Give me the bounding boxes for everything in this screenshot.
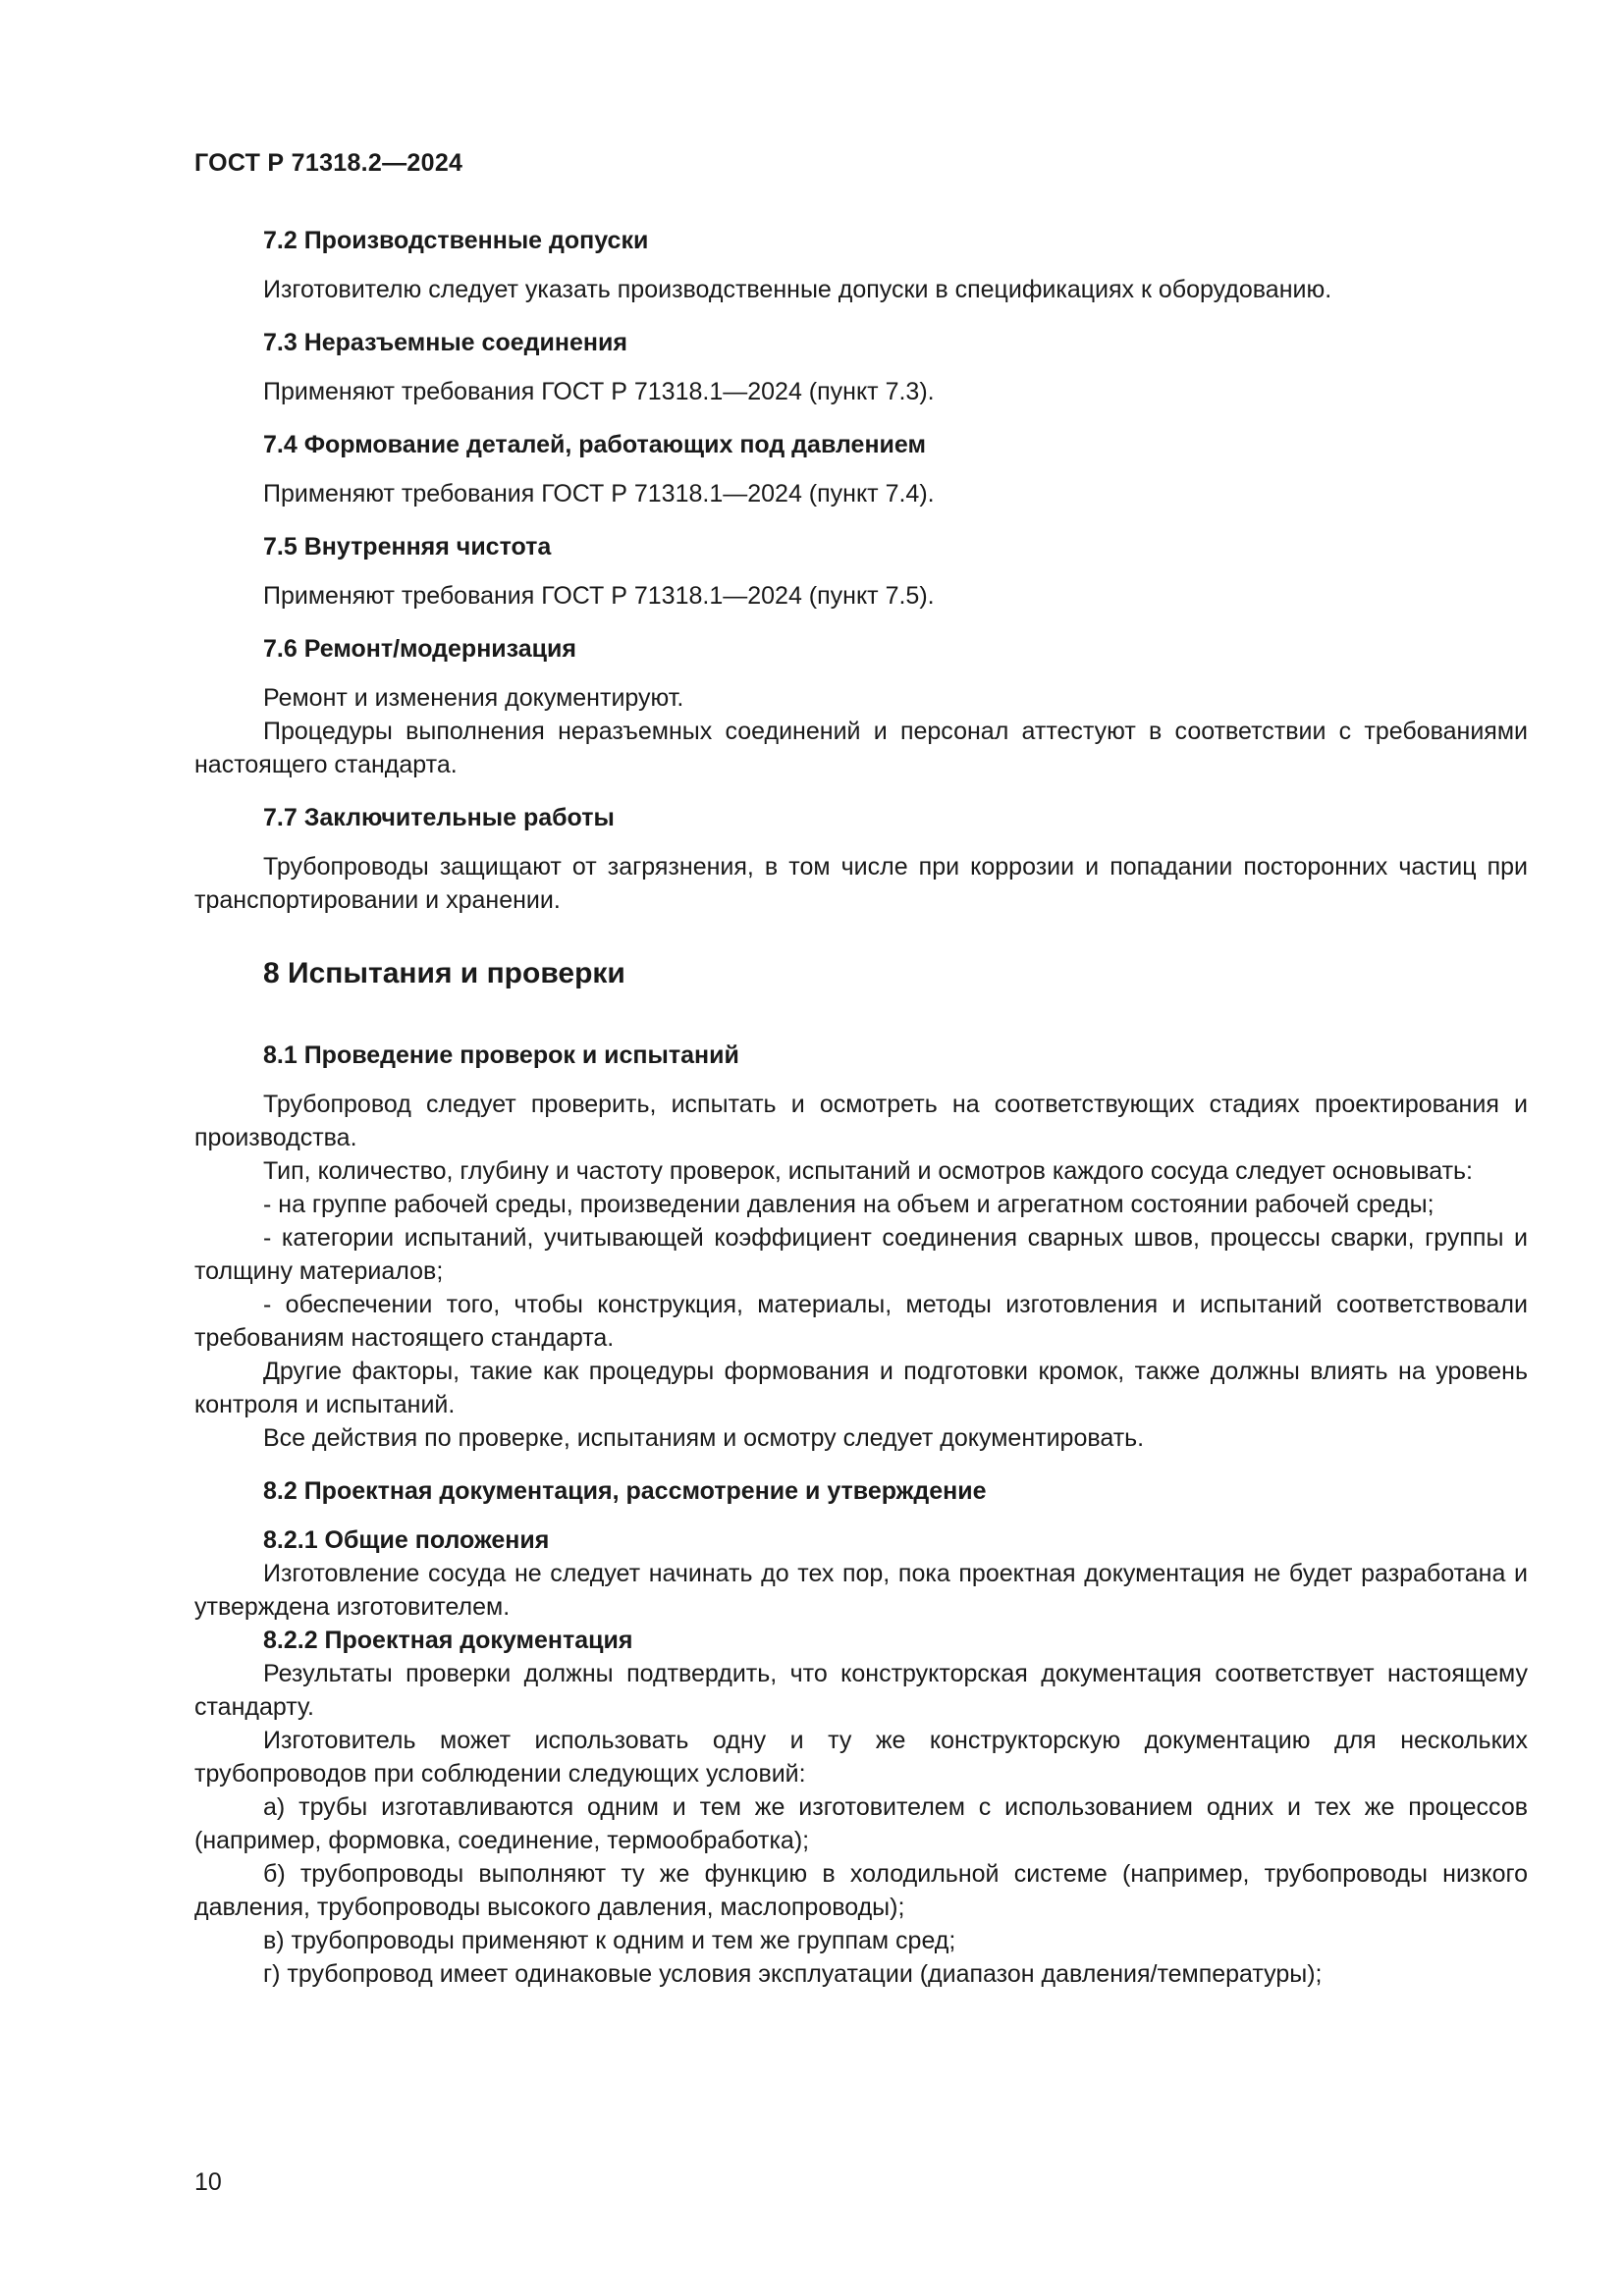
section-heading: 8.2 Проектная документация, рассмотрение и утверждение bbox=[263, 1477, 987, 1505]
subsection-heading: 8.2.2 Проектная документация bbox=[263, 1627, 633, 1654]
section-8-1 bbox=[194, 1039, 1528, 1455]
list-item: - обеспечении того, чтобы конструкция, материалы, методы изготовления и испытаний соответствовали требованиям настоящего стандарта. bbox=[194, 1291, 1528, 1352]
paragraph: Изготовитель может использовать одну и ту же конструкторскую документацию для нескольких трубопроводов при соблюдении следующих условий: bbox=[194, 1727, 1528, 1788]
section-7-4 bbox=[194, 428, 1528, 510]
list-item: б) трубопроводы выполняют ту же функцию в холодильной системе (например, трубопроводы низкого давления, трубопроводы высокого давления, маслопроводы); bbox=[194, 1860, 1528, 1921]
section-7-2 bbox=[194, 224, 1528, 306]
paragraph: Применяют требования ГОСТ Р 71318.1—2024 (пункт 7.3). bbox=[263, 378, 935, 405]
paragraph: Трубопровод следует проверить, испытать и осмотреть на соответствующих стадиях проектирования и производства. bbox=[194, 1091, 1528, 1151]
section-heading: 7.5 Внутренняя чистота bbox=[263, 533, 552, 561]
section-heading: 7.6 Ремонт/модернизация bbox=[263, 635, 576, 663]
paragraph: Результаты проверки должны подтвердить, что конструкторская документация соответствует настоящему стандарту. bbox=[194, 1660, 1528, 1721]
section-heading: 7.3 Неразъемные соединения bbox=[263, 329, 627, 356]
paragraph: Трубопроводы защищают от загрязнения, в том числе при коррозии и попадании посторонних частиц при транспортировании и хранении. bbox=[194, 853, 1528, 914]
paragraph: Ремонт и изменения документируют. bbox=[263, 684, 684, 712]
list-item: - категории испытаний, учитывающей коэффициент соединения сварных швов, процессы сварки, группы и толщину материалов; bbox=[194, 1224, 1528, 1285]
section-8-2 bbox=[194, 1474, 1528, 1991]
subsection-heading: 8.2.1 Общие положения bbox=[263, 1526, 550, 1554]
list-item: г) трубопровод имеет одинаковые условия эксплуатации (диапазон давления/температуры); bbox=[263, 1960, 1323, 1988]
paragraph: Изготовителю следует указать производственные допуски в спецификациях к оборудованию. bbox=[263, 276, 1332, 303]
paragraph: Другие факторы, такие как процедуры формования и подготовки кромок, также должны влиять на уровень контроля и испытаний. bbox=[194, 1358, 1528, 1418]
paragraph: Применяют требования ГОСТ Р 71318.1—2024 (пункт 7.5). bbox=[263, 582, 935, 610]
section-7-3 bbox=[194, 326, 1528, 408]
section-7-5 bbox=[194, 530, 1528, 613]
paragraph: Все действия по проверке, испытаниям и осмотру следует документировать. bbox=[263, 1424, 1145, 1452]
list-item: - на группе рабочей среды, произведении давления на объем и агрегатном состоянии рабочей среды; bbox=[263, 1191, 1435, 1218]
section-7-7 bbox=[194, 801, 1528, 917]
paragraph: Тип, количество, глубину и частоту проверок, испытаний и осмотров каждого сосуда следует основывать: bbox=[263, 1157, 1474, 1185]
list-item: в) трубопроводы применяют к одним и тем же группам сред; bbox=[263, 1927, 956, 1954]
page-content bbox=[194, 224, 1528, 1991]
page-number: 10 bbox=[194, 2168, 222, 2196]
chapter-heading: 8 Испытания и проверки bbox=[263, 957, 625, 989]
paragraph: Применяют требования ГОСТ Р 71318.1—2024 (пункт 7.4). bbox=[263, 480, 935, 507]
section-heading: 7.7 Заключительные работы bbox=[263, 804, 615, 831]
document-code: ГОСТ Р 71318.2—2024 bbox=[194, 149, 463, 177]
list-item: а) трубы изготавливаются одним и тем же изготовителем с использованием одних и тех же процессов (например, формовка, соединение, термообработка); bbox=[194, 1793, 1528, 1854]
section-7-6 bbox=[194, 632, 1528, 781]
paragraph: Изготовление сосуда не следует начинать до тех пор, пока проектная документация не будет разработана и утверждена изготовителем. bbox=[194, 1560, 1528, 1621]
section-heading: 8.1 Проведение проверок и испытаний bbox=[263, 1041, 739, 1069]
paragraph: Процедуры выполнения неразъемных соединений и персонал аттестуют в соответствии с требованиями настоящего стандарта. bbox=[194, 718, 1528, 778]
section-heading: 7.2 Производственные допуски bbox=[263, 227, 649, 254]
section-heading: 7.4 Формование деталей, работающих под давлением bbox=[263, 431, 926, 458]
